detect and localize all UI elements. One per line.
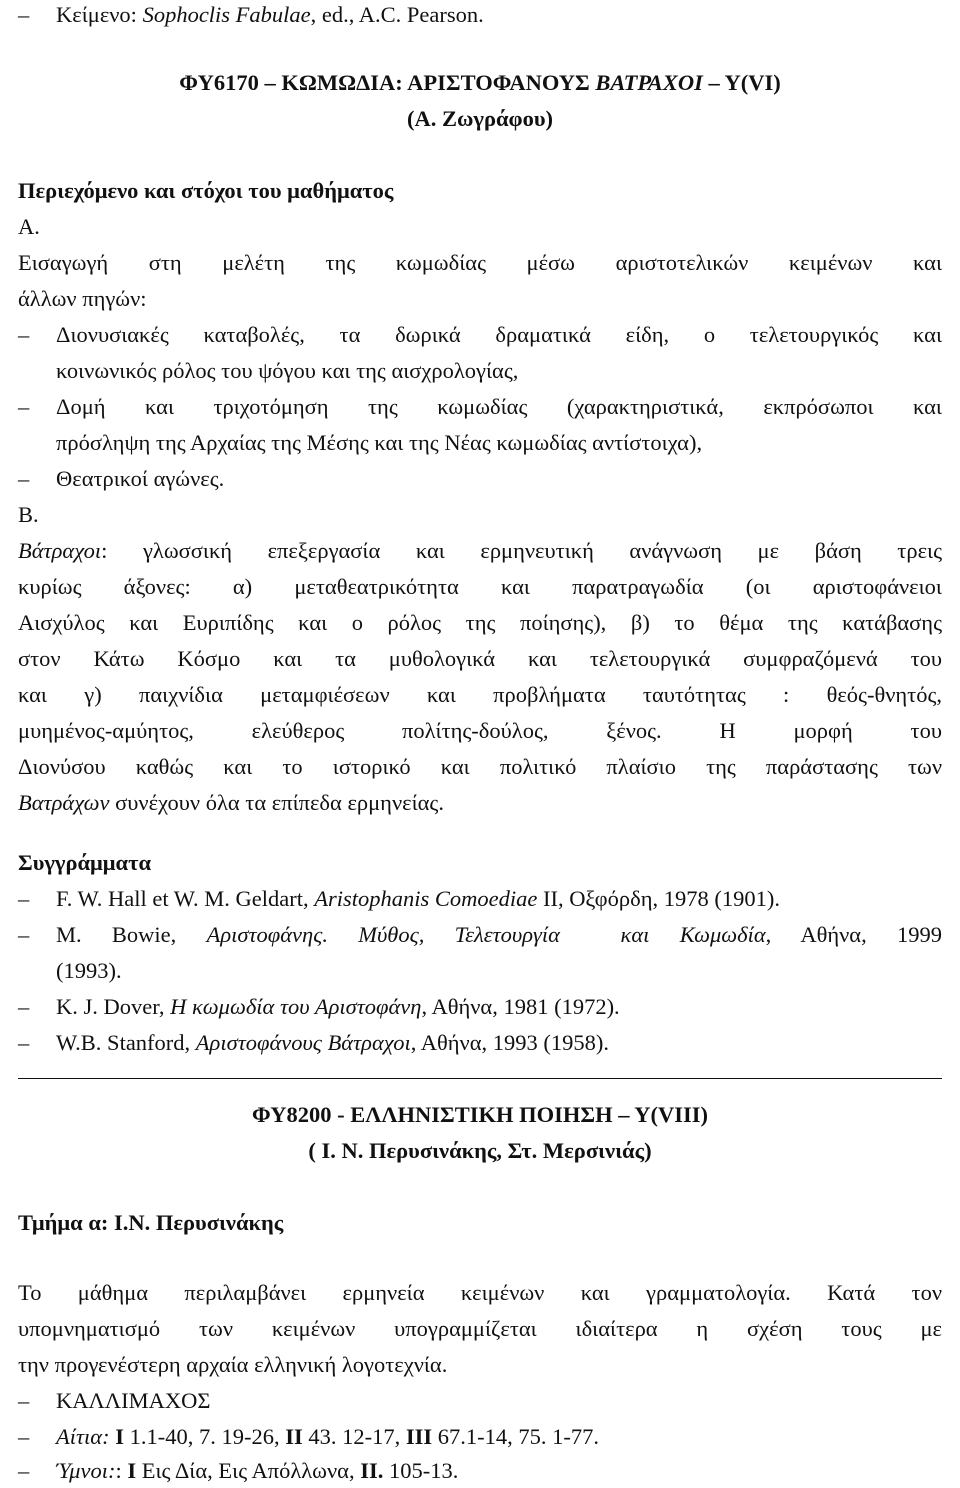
ref-part: 67.1-14, 75. 1-77. <box>432 1424 600 1449</box>
ref-book: Ι <box>115 1424 124 1449</box>
bullet-dash: – <box>18 322 30 347</box>
course-title-italic: ΒΑΤΡΑΧΟΙ <box>595 70 703 95</box>
text-rest: : γλωσσική επεξεργασία και ερμηνευτική ανάγνωση με βάση τρεις <box>101 538 942 563</box>
paragraph-line: υπομνηματισμό των κειμένων υπογραμμίζεται ιδιαίτερα η σχέση τους με <box>18 1316 942 1341</box>
bib-title: Η κωμωδία του Αριστοφάνη <box>170 994 422 1019</box>
bullet-line: πρόσληψη της Αρχαίας της Μέσης και της Νέας κωμωδίας αντίστοιχα), <box>56 430 703 455</box>
italic-title: Βατράχων <box>18 790 110 815</box>
ref-book: ΙΙ <box>285 1424 303 1449</box>
bullet-dash: – <box>18 1424 30 1449</box>
section-a-line: άλλων πηγών: <box>18 286 147 311</box>
ref-part: : <box>115 1458 128 1483</box>
course-title-part: – Υ(VI) <box>702 70 781 95</box>
ref-part: Εις Δία, Εις Απόλλωνα, <box>136 1458 361 1483</box>
section-b-label: Β. <box>18 502 39 527</box>
text-ref-item <box>56 1422 599 1452</box>
text-ref-item <box>56 1456 458 1486</box>
ref-book: Ι <box>127 1458 137 1483</box>
bullet-dash: – <box>18 466 30 491</box>
bib-title: Αριστοφάνης. Μύθος, Τελετουργία και Κωμωδία <box>206 922 766 947</box>
section-a-line: Εισαγωγή στη μελέτη της κωμωδίας μέσω αριστοτελικών κειμένων και <box>18 250 942 275</box>
bib-details: II, Οξφόρδη, 1978 (1901). <box>537 886 780 911</box>
bullet-dash: – <box>18 1030 30 1055</box>
section-b-line: μυημένος-αμύητος, ελεύθερος πολίτης-δούλος, ξένος. Η μορφή του <box>18 718 942 743</box>
text-rest: συνέχουν όλα τα επίπεδα ερμηνείας. <box>109 790 444 815</box>
ref-part: 105-13. <box>383 1458 459 1483</box>
bib-details: , Αθήνα, 1993 (1958). <box>410 1030 609 1055</box>
section-b-line <box>18 788 444 818</box>
bib-details: , Αθήνα, 1999 <box>765 922 943 947</box>
bibliography-heading: Συγγράμματα <box>18 850 152 875</box>
ref-book: ΙΙΙ <box>405 1424 433 1449</box>
italic-title: Βάτραχοι <box>18 538 102 563</box>
section-b-line: Διονύσου καθώς και το ιστορικό και πολιτικό πλαίσιο της παράστασης των <box>18 754 942 779</box>
bullet-dash: – <box>18 886 30 911</box>
text-label: Κείμενο: <box>56 2 143 27</box>
text-rest: , ed., A.C. Pearson. <box>310 2 484 27</box>
bib-title: Aristophanis Comoediae <box>314 886 538 911</box>
course-title: ΦΥ8200 - ΕΛΛΗΝΙΣΤΙΚΗ ΠΟΙΗΣΗ – Υ(VIII) <box>251 1102 709 1127</box>
course-instructor: (Α. Ζωγράφου) <box>406 106 554 131</box>
section-divider <box>18 1078 942 1079</box>
course-title-part: ΦΥ6170 – ΚΩΜΩΔΙΑ: ΑΡΙΣΤΟΦΑΝΟΥΣ <box>179 70 596 95</box>
content-heading: Περιεχόμενο και στόχοι του μαθήματος <box>18 178 394 203</box>
bib-entry <box>56 1028 609 1058</box>
course-title <box>18 68 942 98</box>
section-heading: Τμήμα α: Ι.Ν. Περυσινάκης <box>18 1210 284 1235</box>
bullet-dash: – <box>18 1458 30 1483</box>
bullet-dash: – <box>18 922 30 947</box>
section-b-line: και γ) παιχνίδια μεταμφιέσεων και προβλήματα ταυτότητας : θεός-θνητός, <box>18 682 942 707</box>
paragraph-line: την προγενέστερη αρχαία ελληνική λογοτεχνία. <box>18 1352 448 1377</box>
bullet-line: Διονυσιακές καταβολές, τα δωρικά δραματικά είδη, ο τελετουργικός και <box>56 322 942 347</box>
italic-title: Αίτια: <box>56 1424 110 1449</box>
section-b-line: στον Κάτω Κόσμο και τα μυθολογικά και τελετουργικά συμφραζόμενά του <box>18 646 942 671</box>
bib-details: , Αθήνα, 1981 (1972). <box>421 994 620 1019</box>
bib-author: F. W. Hall et W. M. Geldart, <box>56 886 315 911</box>
bullet-dash: – <box>18 2 30 27</box>
bullet-line: Δομή και τριχοτόμηση της κωμωδίας (χαρακτηριστικά, εκπρόσωποι και <box>56 394 942 419</box>
italic-title: Sophoclis Fabulae <box>142 2 311 27</box>
bullet-dash: – <box>18 1388 30 1413</box>
author-item: ΚΑΛΛΙΜΑΧΟΣ <box>56 1388 211 1413</box>
paragraph-line: Το μάθημα περιλαμβάνει ερμηνεία κειμένων και γραμματολογία. Κατά τον <box>18 1280 942 1305</box>
italic-title: Ύμνοι: <box>56 1458 116 1483</box>
bib-entry <box>56 992 620 1022</box>
bib-title: Αριστοφάνους Βάτραχοι <box>195 1030 411 1055</box>
ref-part: 43. 12-17, <box>302 1424 406 1449</box>
bib-author: W.B. Stanford, <box>56 1030 196 1055</box>
bib-author: Κ. J. Dover, <box>56 994 171 1019</box>
bib-entry <box>56 920 942 950</box>
bullet-dash: – <box>18 994 30 1019</box>
ref-book: ΙΙ. <box>360 1458 384 1483</box>
section-b-line: Αισχύλος και Ευριπίδης και ο ρόλος της ποίησης), β) το θέμα της κατάβασης <box>18 610 942 635</box>
section-b-line: κυρίως άξονες: α) μεταθεατρικότητα και παρατραγωδία (οι αριστοφάνειοι <box>18 574 942 599</box>
section-a-label: Α. <box>18 214 40 239</box>
bib-entry <box>56 884 780 914</box>
bib-author: Μ. Bowie, <box>56 922 207 947</box>
bullet-line: κοινωνικός ρόλος του ψόγου και της αισχρολογίας, <box>56 358 519 383</box>
bib-entry-cont: (1993). <box>56 958 122 983</box>
section-b-line <box>18 536 942 566</box>
ref-part: 1.1-40, 7. 19-26, <box>124 1424 286 1449</box>
bullet-line: Θεατρικοί αγώνες. <box>56 466 225 491</box>
course-instructors: ( Ι. Ν. Περυσινάκης, Στ. Μερσινιάς) <box>308 1138 652 1163</box>
bullet-dash: – <box>18 394 30 419</box>
